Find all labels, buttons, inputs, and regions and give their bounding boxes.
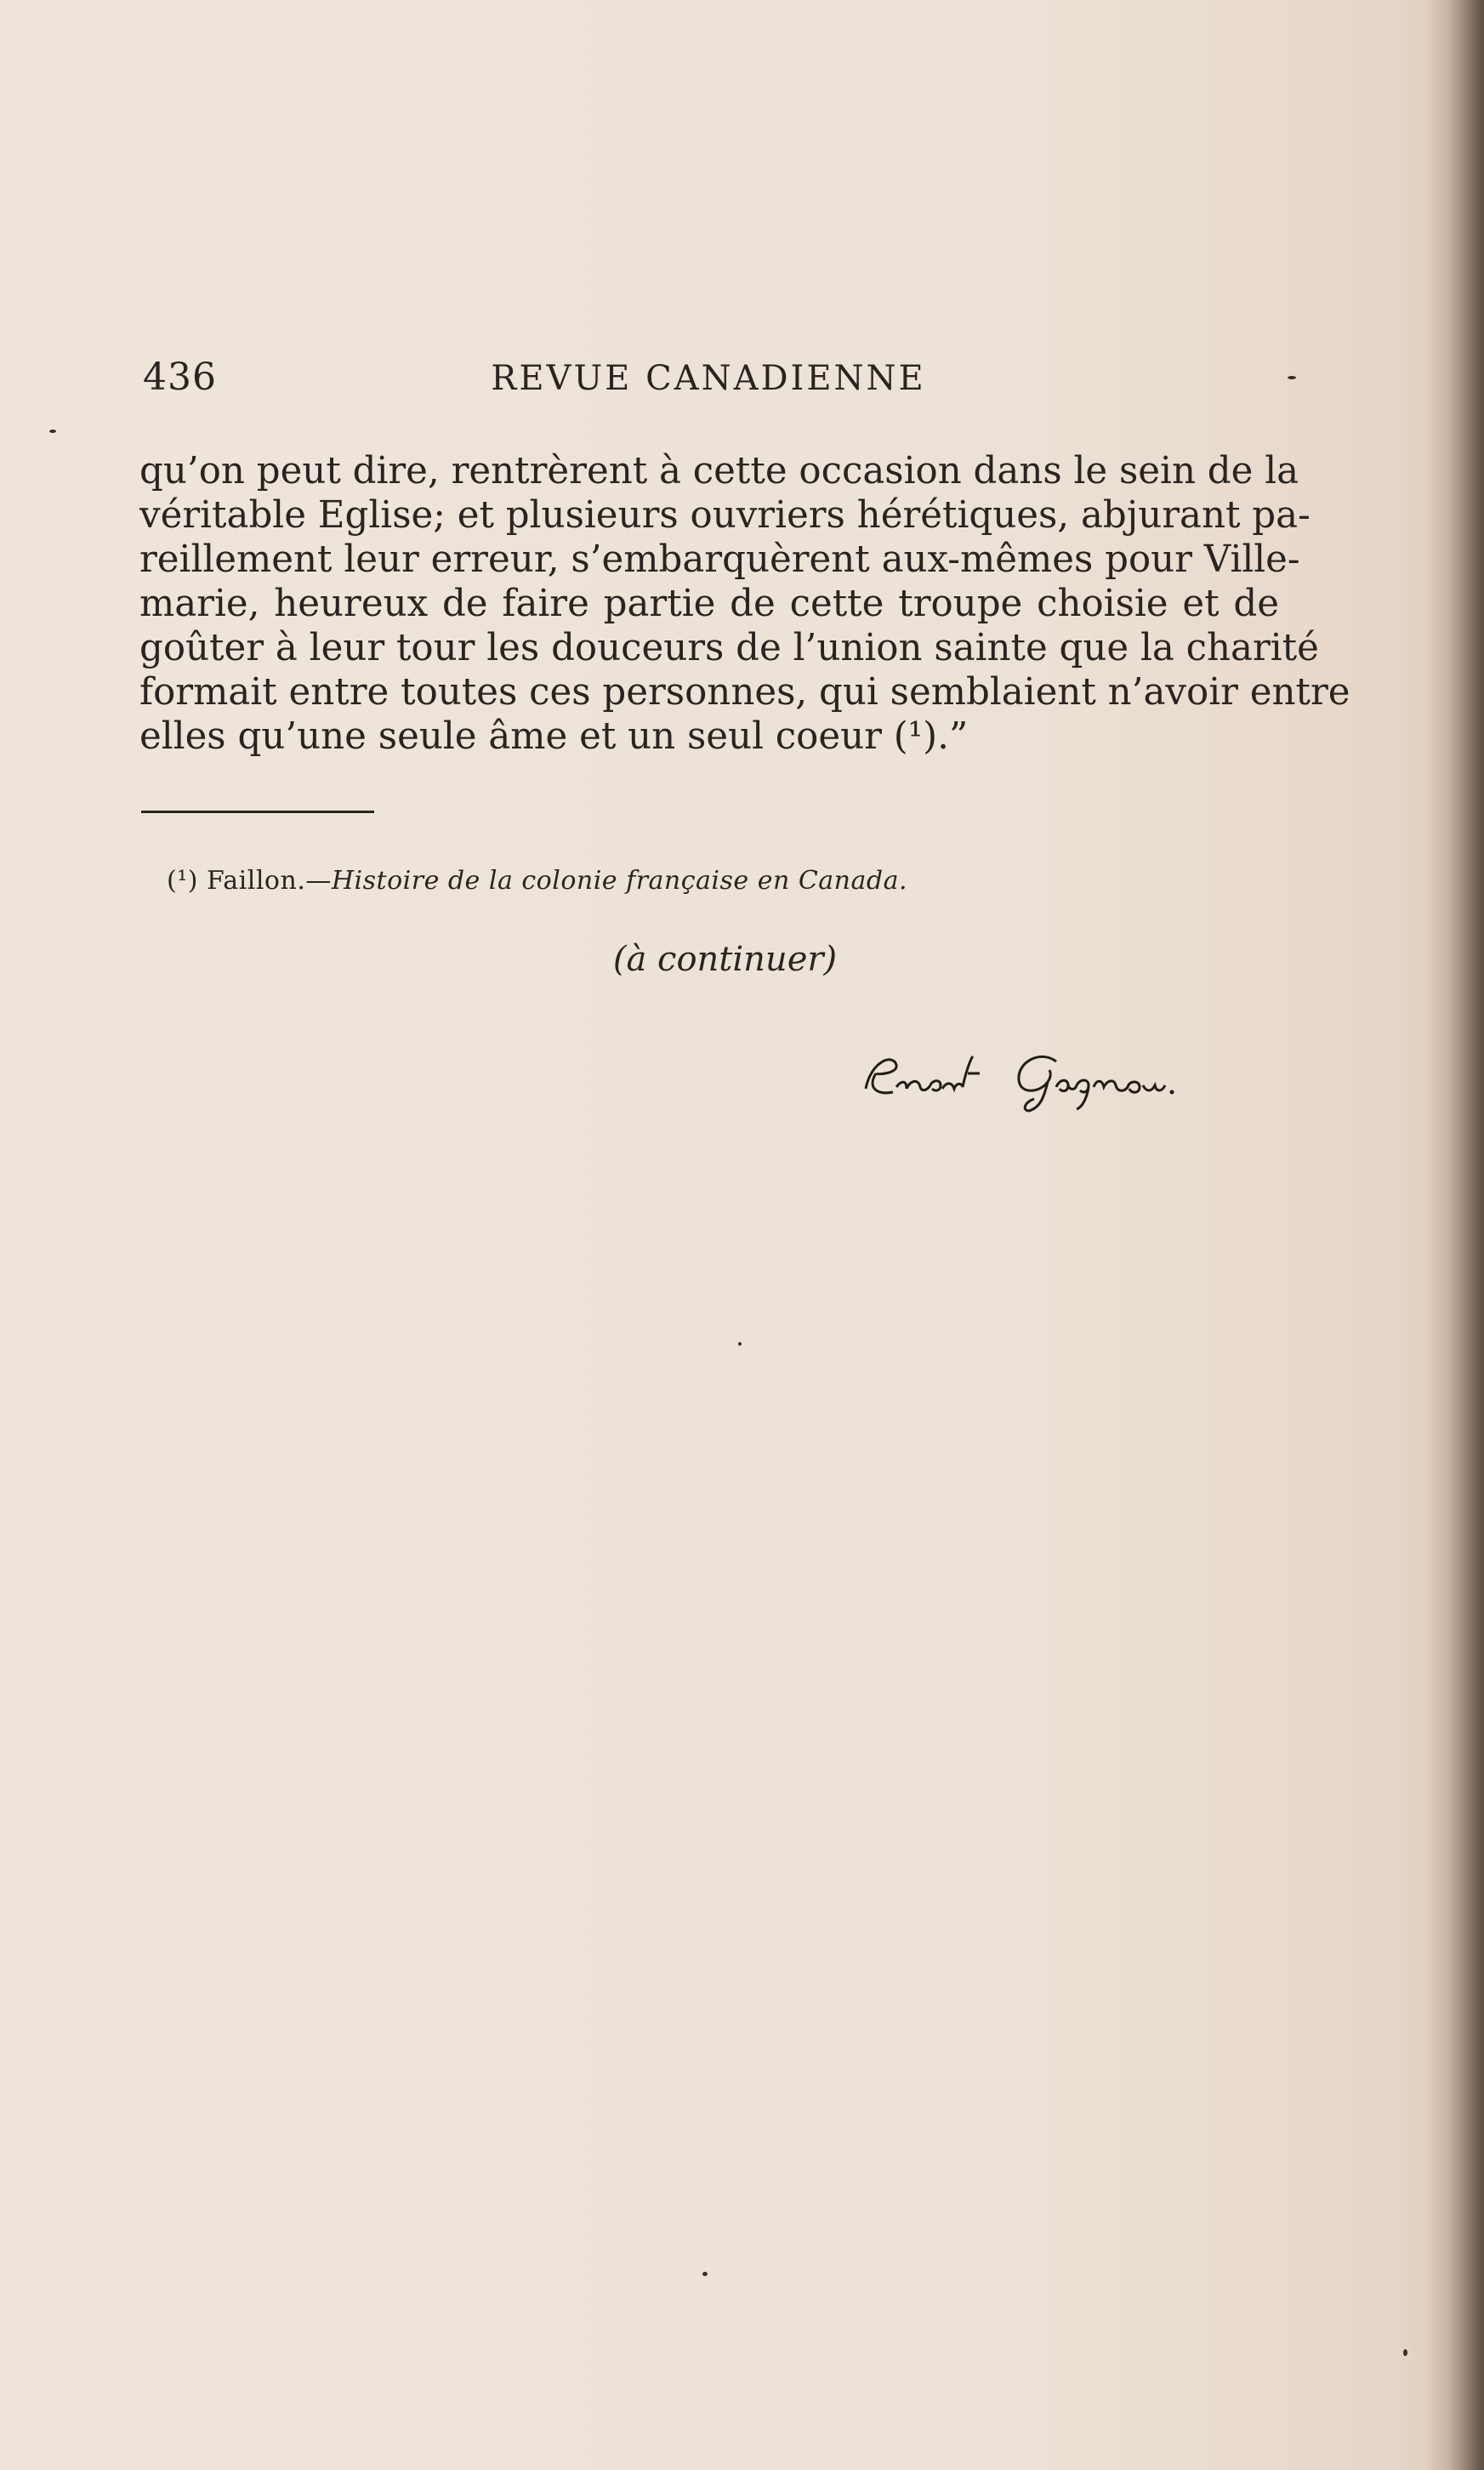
body-paragraph <box>139 449 1350 759</box>
body-line: goûter à leur tour les douceurs de l’union sainte que la charité <box>139 627 1319 669</box>
body-line: véritable Eglise; et plusieurs ouvriers hérétiques, abjurant pa- <box>139 494 1311 537</box>
footnote-title: Histoire de la colonie française en Canada. <box>331 866 907 896</box>
page-number: 436 <box>143 356 217 399</box>
footnote-author: Faillon.— <box>206 866 332 896</box>
body-line: marie, heureux de faire partie de cette troupe choisie et de <box>139 583 1279 625</box>
journal-title: REVUE CANADIENNE <box>491 359 926 398</box>
body-line: reillement leur erreur, s’embarquèrent aux-mêmes pour Ville- <box>139 538 1300 581</box>
page-speck <box>702 2272 708 2276</box>
signature-script <box>859 1036 1216 1113</box>
page-speck <box>1288 376 1296 379</box>
page-speck <box>49 430 56 433</box>
footnote-rule <box>141 811 374 813</box>
signature <box>859 1036 1216 1113</box>
body-line: elles qu’une seule âme et un seul coeur (¹).” <box>139 715 969 758</box>
footnote-marker: (¹) <box>167 866 198 896</box>
continuation-note: (à continuer) <box>612 940 838 979</box>
body-line: qu’on peut dire, rentrèrent à cette occasion dans le sein de la <box>139 450 1299 492</box>
page-speck <box>1403 2349 1407 2356</box>
running-head <box>143 356 1274 407</box>
footnote <box>167 866 907 896</box>
page-gutter-shadow <box>1424 0 1484 2470</box>
body-line: formait entre toutes ces personnes, qui semblaient n’avoir entre <box>139 671 1350 714</box>
page-speck <box>738 1342 742 1346</box>
